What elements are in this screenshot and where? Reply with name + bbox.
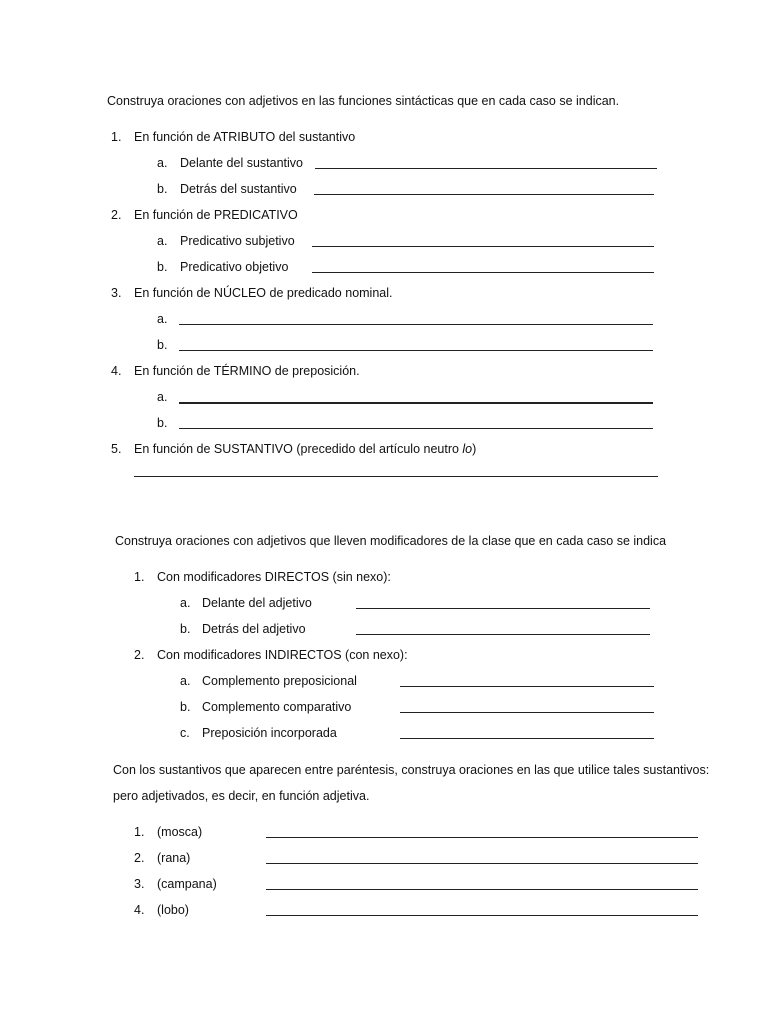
subitem-letter: a. [157, 156, 168, 170]
answer-blank[interactable] [179, 350, 653, 351]
answer-blank[interactable] [356, 634, 650, 635]
subitem-label: Predicativo objetivo [180, 260, 289, 274]
answer-blank[interactable] [266, 837, 698, 838]
answer-blank[interactable] [266, 889, 698, 890]
subitem-letter: a. [157, 390, 168, 404]
item-number: 5. [111, 442, 122, 456]
item-label: (rana) [157, 851, 191, 865]
item-number: 3. [134, 877, 145, 891]
answer-blank[interactable] [400, 712, 654, 713]
subitem-label: Complemento comparativo [202, 700, 352, 714]
item-label: En función de PREDICATIVO [134, 208, 298, 222]
item-label [134, 441, 476, 457]
section2-instruction: Construya oraciones con adjetivos que lleven modificadores de la clase que en cada caso se indica [115, 534, 667, 548]
subitem-label: Complemento preposicional [202, 674, 357, 688]
item-number: 4. [134, 903, 145, 917]
section1-instruction: Construya oraciones con adjetivos en las funciones sintácticas que en cada caso se indican. [107, 94, 620, 108]
item-label: Con modificadores DIRECTOS (sin nexo): [157, 570, 391, 584]
subitem-label: Delante del adjetivo [202, 596, 312, 610]
item-number: 1. [134, 825, 145, 839]
subitem-letter: a. [180, 674, 191, 688]
item-number: 4. [111, 364, 122, 378]
answer-blank[interactable] [312, 272, 654, 273]
item-label-post: ) [472, 442, 477, 456]
section3-instruction-line1: Con los sustantivos que aparecen entre paréntesis, construya oraciones en las que utilice tales sustantivos: [113, 763, 710, 777]
item-label: Con modificadores INDIRECTOS (con nexo): [157, 648, 408, 662]
subitem-letter: b. [180, 700, 191, 714]
answer-blank[interactable] [179, 324, 653, 325]
subitem-label: Detrás del adjetivo [202, 622, 306, 636]
subitem-letter: b. [157, 260, 168, 274]
item-number: 2. [134, 851, 145, 865]
item-label-italic: lo [462, 442, 473, 456]
item-number: 2. [111, 208, 122, 222]
subitem-label: Delante del sustantivo [180, 156, 303, 170]
answer-blank[interactable] [315, 168, 657, 169]
answer-blank[interactable] [266, 915, 698, 916]
answer-blank[interactable] [179, 402, 653, 404]
item-label: En función de TÉRMINO de preposición. [134, 364, 360, 378]
subitem-label: Predicativo subjetivo [180, 234, 295, 248]
item-number: 2. [134, 648, 145, 662]
subitem-letter: c. [180, 726, 190, 740]
subitem-label: Preposición incorporada [202, 726, 337, 740]
item-label: En función de ATRIBUTO del sustantivo [134, 130, 356, 144]
item-label: (lobo) [157, 903, 189, 917]
item-label: (mosca) [157, 825, 203, 839]
subitem-label: Detrás del sustantivo [180, 182, 297, 196]
answer-blank[interactable] [356, 608, 650, 609]
answer-blank[interactable] [179, 428, 653, 429]
answer-blank[interactable] [312, 246, 654, 247]
item-label: (campana) [157, 877, 217, 891]
subitem-letter: a. [157, 312, 168, 326]
item-number: 3. [111, 286, 122, 300]
item-number: 1. [111, 130, 122, 144]
item-number: 1. [134, 570, 145, 584]
section3-instruction-line2: pero adjetivados, es decir, en función adjetiva. [113, 789, 370, 803]
answer-blank[interactable] [400, 686, 654, 687]
item-label: En función de NÚCLEO de predicado nominal. [134, 286, 393, 300]
item-label-pre: En función de SUSTANTIVO (precedido del artículo neutro [134, 442, 463, 456]
subitem-letter: b. [157, 416, 168, 430]
subitem-letter: a. [180, 596, 191, 610]
subitem-letter: b. [180, 622, 191, 636]
answer-blank[interactable] [314, 194, 654, 195]
answer-blank[interactable] [266, 863, 698, 864]
answer-blank[interactable] [400, 738, 654, 739]
answer-blank[interactable] [134, 476, 658, 477]
subitem-letter: b. [157, 182, 168, 196]
subitem-letter: b. [157, 338, 168, 352]
subitem-letter: a. [157, 234, 168, 248]
